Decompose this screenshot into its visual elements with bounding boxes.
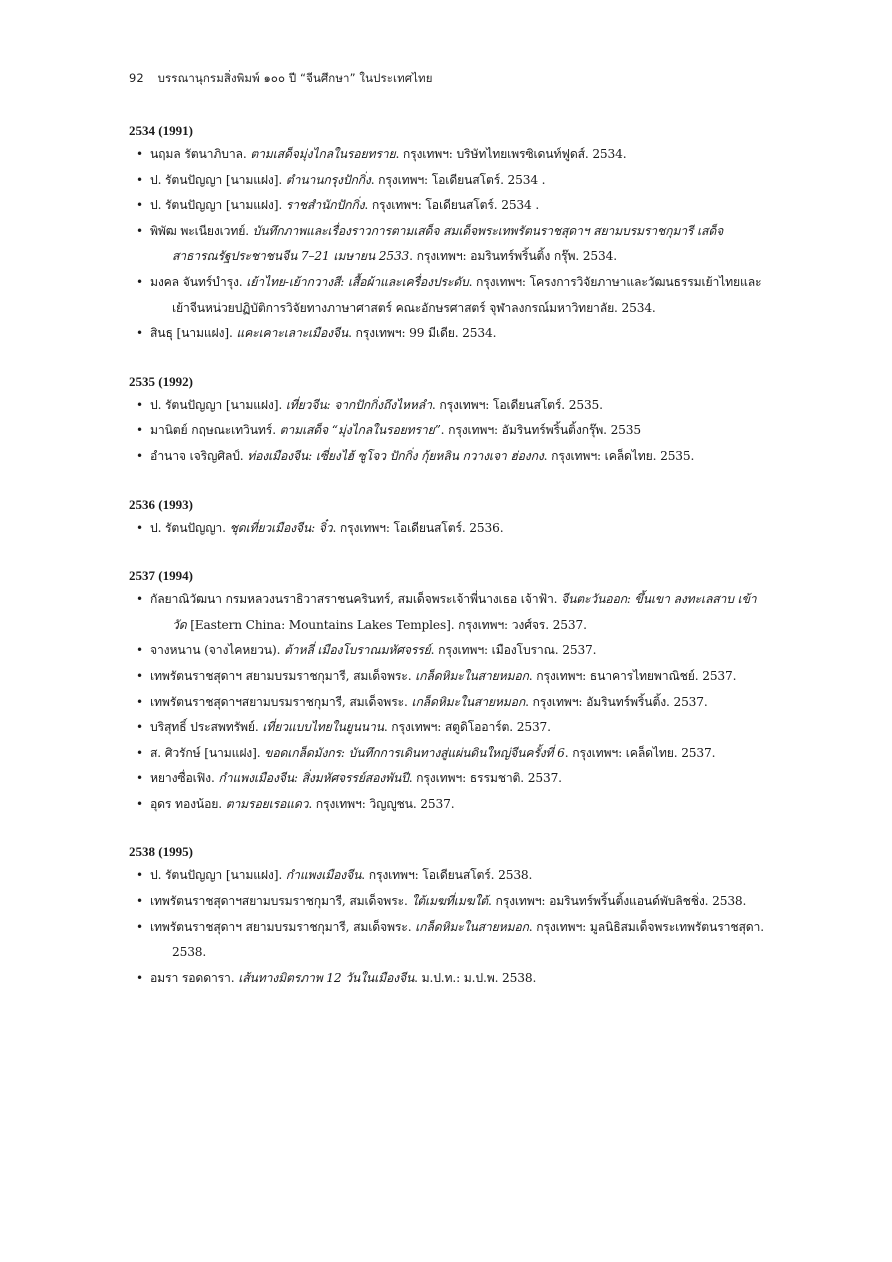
entry-title: ตามเสด็จมุ่งไกลในรอยทราย xyxy=(250,147,396,161)
entry-title: ตามเสด็จ “มุ่งไกลในรอยทราย” xyxy=(279,423,441,438)
bibliography-entry xyxy=(129,444,769,470)
bibliography-entry xyxy=(129,664,769,690)
bibliography-entry xyxy=(129,741,769,767)
entry-list xyxy=(129,587,769,817)
entry-publication: . กรุงเทพฯ: โอเดียนสโตร์. 2534 . xyxy=(370,172,546,187)
entry-publication: . กรุงเทพฯ: โอเดียนสโตร์. 2536. xyxy=(332,520,504,535)
entry-title: บันทึกภาพและเรื่องราวการตามเสด็จ สมเด็จพระเทพรัตนราชสุดาฯ สยามบรมราชกุมารี เสด็จสาธารณรัฐประชาชนจีน 7–21 เมษายน 2533 xyxy=(172,223,724,264)
entry-publication: . กรุงเทพฯ: อมรินทร์พริ้นติ้ง กรุ๊พ. 2534. xyxy=(409,249,617,264)
entry-title: ตามรอยเรอแดว xyxy=(225,796,309,811)
bibliography-entry xyxy=(129,193,769,219)
entry-author: ป. รัตนปัญญา [นามแฝง]. xyxy=(150,198,286,213)
bibliography-entry xyxy=(129,863,769,889)
bibliography-entry xyxy=(129,966,769,992)
entry-title: ท่องเมืองจีน: เซี่ยงไฮ้ ซูโจว ปักกิ่ง กุ้ยหลิน กวางเจา ฮ่องกง xyxy=(247,448,544,463)
entry-author: อุดร ทองน้อย. xyxy=(150,796,226,811)
year-heading: 2537 (1994) xyxy=(129,568,193,584)
entry-publication: . กรุงเทพฯ: 99 มีเดีย. 2534. xyxy=(348,326,497,341)
entry-author: บริสุทธิ์ ประสพทรัพย์. xyxy=(150,720,263,735)
entry-author: ป. รัตนปัญญา. xyxy=(150,520,230,535)
entry-list xyxy=(129,393,769,470)
entry-title: ราชสำนักปักกิ่ง xyxy=(285,198,365,213)
entry-author: ป. รัตนปัญญา [นามแฝง]. xyxy=(150,172,286,187)
bibliography-entry xyxy=(129,393,769,419)
entry-publication: . ม.ป.ท.: ม.ป.พ. 2538. xyxy=(414,970,537,985)
year-section xyxy=(129,565,769,817)
entry-author: ป. รัตนปัญญา [นามแฝง]. xyxy=(150,868,286,883)
entry-publication: . กรุงเทพฯ: อมรินทร์พริ้นติ้งแอนด์พับลิชชิ่ง. 2538. xyxy=(488,894,747,909)
entry-author: กัลยาณิวัฒนา กรมหลวงนราธิวาสราชนครินทร์, สมเด็จพระเจ้าพี่นางเธอ เจ้าฟ้า. xyxy=(150,592,562,607)
bibliography-list xyxy=(129,120,769,1015)
entry-author: นฤมล รัตนาภิบาล. xyxy=(150,147,251,161)
entry-author: มงคล จันทร์บำรุง. xyxy=(150,274,247,289)
bibliography-entry xyxy=(129,638,769,664)
entry-publication: . กรุงเทพฯ: อัมรินทร์พริ้นติ้งกรุ๊พ. 2535 xyxy=(440,423,641,438)
entry-title: เส้นทางมิตรภาพ 12 วันในเมืองจีน xyxy=(238,970,415,985)
entry-title: เกล็ดหิมะในสายหมอก xyxy=(411,694,526,709)
bibliography-entry xyxy=(129,270,769,321)
entry-title: ขอดเกล็ดมังกร: บันทึกการเดินทางสู่แผ่นดินใหญ่จีนครั้งที่ 6 xyxy=(264,745,565,760)
bibliography-entry xyxy=(129,142,769,168)
bibliography-entry xyxy=(129,418,769,444)
entry-publication: . กรุงเทพฯ: บริษัทไทยเพรซิเดนท์ฟูดส์. 2534. xyxy=(395,147,627,161)
entry-author: เทพรัตนราชสุดาฯสยามบรมราชกุมารี, สมเด็จพระ. xyxy=(150,694,412,709)
year-heading: 2534 (1991) xyxy=(129,123,193,138)
entry-author: เทพรัตนราชสุดาฯสยามบรมราชกุมารี, สมเด็จพระ. xyxy=(150,894,412,909)
bibliography-entry xyxy=(129,321,769,347)
bibliography-entry xyxy=(129,516,769,542)
running-title: บรรณานุกรมสิ่งพิมพ์ ๑๐๐ ปี “จีนศึกษา” ในประเทศไทย xyxy=(157,71,433,85)
entry-title: ใต้เมฆที่เมฆใต้ xyxy=(411,894,489,909)
bibliography-entry xyxy=(129,219,769,270)
entry-title: ต้าหลี่ เมืองโบราณมหัศจรรย์ xyxy=(284,643,431,658)
entry-author: อำนาจ เจริญศิลป์. xyxy=(150,448,248,463)
entry-publication: . กรุงเทพฯ: โอเดียนสโตร์. 2535. xyxy=(431,397,603,412)
bibliography-entry xyxy=(129,792,769,818)
bibliography-entry xyxy=(129,915,769,966)
year-heading: 2536 (1993) xyxy=(129,496,193,512)
year-section xyxy=(129,841,769,991)
entry-author: ส. ศิวรักษ์ [นามแฝง]. xyxy=(150,745,265,760)
entry-title: เย้าไทย-เย้ากวางสี: เสื้อผ้าและเครื่องประดับ xyxy=(246,274,469,289)
entry-publication: . กรุงเทพฯ: วิญญูชน. 2537. xyxy=(308,796,455,811)
entry-publication: . กรุงเทพฯ: เคล็ดไทย. 2537. xyxy=(564,745,716,760)
bibliography-entry xyxy=(129,587,769,638)
entry-author: เทพรัตนราชสุดาฯ สยามบรมราชกุมารี, สมเด็จพระ. xyxy=(150,668,416,683)
entry-title: กำแพงเมืองจีน: สิ่งมหัศจรรย์สองพันปี xyxy=(218,771,409,786)
entry-title: กำแพงเมืองจีน xyxy=(285,868,362,883)
entry-title: เที่ยวจีน: จากปักกิ่งถึงไหหลำ xyxy=(285,397,432,412)
entry-author: จางหนาน (จางไคหยวน). xyxy=(150,643,285,658)
bibliography-entry xyxy=(129,168,769,194)
entry-list xyxy=(129,863,769,991)
entry-publication: . กรุงเทพฯ: โอเดียนสโตร์. 2538. xyxy=(361,868,533,883)
entry-title: ชุดเที่ยวเมืองจีน: จิ๋ว xyxy=(229,520,333,535)
page-number: 92 xyxy=(129,71,144,85)
entry-author: ป. รัตนปัญญา [นามแฝง]. xyxy=(150,397,286,412)
running-header xyxy=(129,70,433,88)
entry-publication: . กรุงเทพฯ: มูลนิธิสมเด็จพระเทพรัตนราชสุดา. 2538. xyxy=(172,919,764,960)
entry-list xyxy=(129,142,769,347)
bibliography-entry xyxy=(129,766,769,792)
entry-author: หยางซื่อเฟิง. xyxy=(150,771,219,786)
entry-publication: . กรุงเทพฯ: ธรรมชาติ. 2537. xyxy=(408,771,562,786)
year-heading: 2535 (1992) xyxy=(129,373,193,389)
entry-author: สินธุ [นามแฝง]. xyxy=(150,326,237,341)
entry-title: แคะเคาะเลาะเมืองจีน xyxy=(236,326,349,341)
entry-publication: . กรุงเทพฯ: เคล็ดไทย. 2535. xyxy=(543,448,695,463)
bibliography-entry xyxy=(129,690,769,716)
year-section xyxy=(129,371,769,470)
entry-publication: . กรุงเทพฯ: โครงการวิจัยภาษาและวัฒนธรรมเย้าไทยและเย้าจีนหน่วยปฏิบัติการวิจัยทางภาษาศาสตร์ คณะอักษรศาสตร์ จุฬาลงกรณ์มหาวิทยาลัย. 2534. xyxy=(172,274,762,315)
entry-author: อมรา รอดดารา. xyxy=(150,970,239,985)
entry-publication: . กรุงเทพฯ: โอเดียนสโตร์. 2534 . xyxy=(364,198,540,213)
entry-title: เกล็ดหิมะในสายหมอก xyxy=(415,668,529,683)
year-section xyxy=(129,120,769,347)
entry-title: เกล็ดหิมะในสายหมอก xyxy=(415,919,529,934)
bibliography-entry xyxy=(129,889,769,915)
entry-title: เที่ยวแบบไทยในยูนนาน xyxy=(262,720,384,735)
entry-publication: . กรุงเทพฯ: อัมรินทร์พริ้นติ้ง. 2537. xyxy=(525,694,708,709)
year-section xyxy=(129,494,769,542)
entry-list xyxy=(129,516,769,542)
entry-publication: . กรุงเทพฯ: สตูดิโออาร์ต. 2537. xyxy=(383,720,551,735)
entry-publication: . กรุงเทพฯ: เมืองโบราณ. 2537. xyxy=(430,643,597,658)
entry-author: มานิตย์ กฤษณะเทวินทร์. xyxy=(150,423,280,438)
entry-author: พิพัฒ พะเนียงเวทย์. xyxy=(150,223,253,238)
entry-author: เทพรัตนราชสุดาฯ สยามบรมราชกุมารี, สมเด็จพระ. xyxy=(150,919,416,934)
bibliography-entry xyxy=(129,715,769,741)
entry-title: ตำนานกรุงปักกิ่ง xyxy=(285,172,371,187)
entry-publication: . กรุงเทพฯ: ธนาคารไทยพาณิชย์. 2537. xyxy=(528,668,737,683)
entry-publication: [Eastern China: Mountains Lakes Temples]. กรุงเทพฯ: วงศ์จร. 2537. xyxy=(186,617,587,632)
entry-title: จีนตะวันออก: ขึ้นเขา ลงทะเลสาบ เข้าวัด xyxy=(172,592,757,632)
year-heading: 2538 (1995) xyxy=(129,844,193,860)
